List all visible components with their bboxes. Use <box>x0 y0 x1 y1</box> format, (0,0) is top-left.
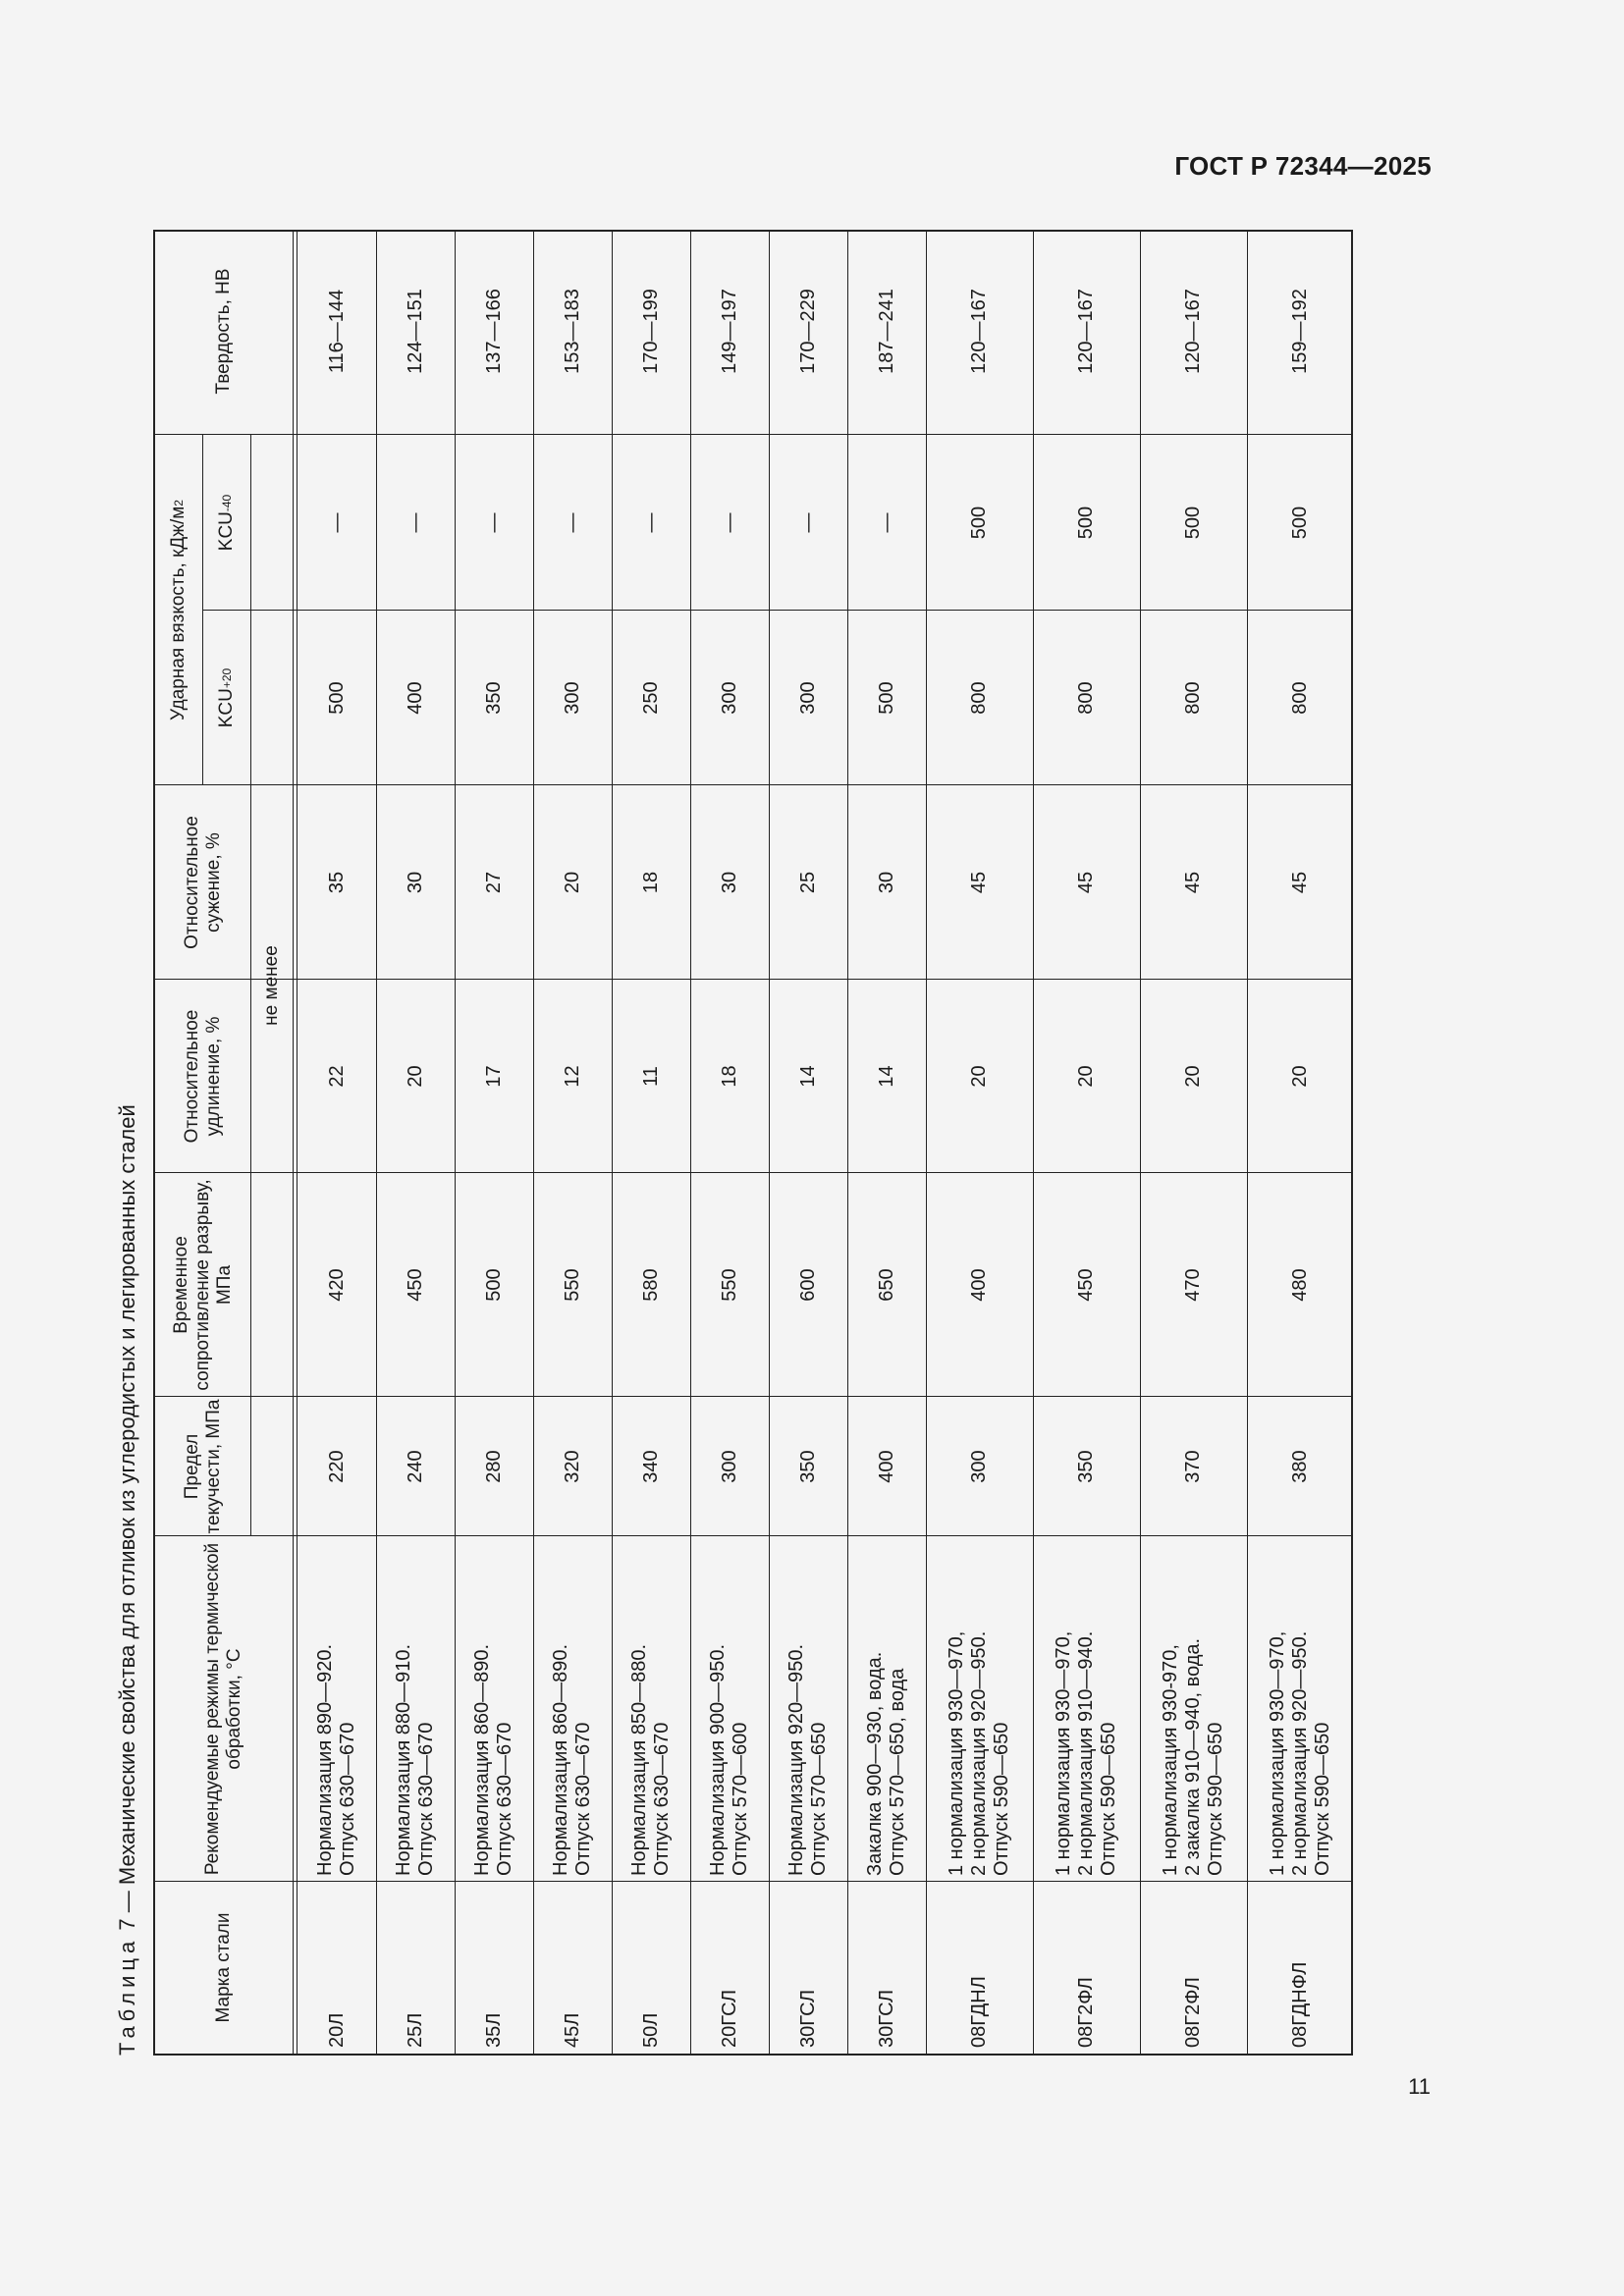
cell-treatment <box>455 1536 533 1882</box>
cell-elongation: 20 <box>1288 1065 1311 1088</box>
cell-reduction: 18 <box>639 871 662 894</box>
treatment-line: Отпуск 570—650, вода <box>887 1668 908 1876</box>
cell-tensile: 500 <box>482 1268 505 1302</box>
cell-tensile: 600 <box>796 1268 819 1302</box>
header-tensile: Временное сопротивление разрыву, МПа <box>170 1179 235 1391</box>
header-reduction: Относительное сужение, % <box>181 816 224 949</box>
cell-yield: 280 <box>482 1450 505 1483</box>
cell-kcu20: 500 <box>875 681 897 715</box>
cell-treatment <box>376 1536 455 1882</box>
cell-hardness: 170—199 <box>639 289 662 374</box>
cell-kcu20: 300 <box>796 681 819 715</box>
cell-treatment <box>612 1536 690 1882</box>
cell-kcu40: — <box>482 512 505 533</box>
treatment-line: Нормализация 860—890. <box>471 1643 493 1876</box>
treatment-line: Отпуск 570—650 <box>808 1722 830 1876</box>
cell-kcu20: 350 <box>482 681 505 715</box>
treatment-line: 1 нормализация 930-970, <box>1160 1644 1181 1876</box>
cell-reduction: 45 <box>1075 871 1097 894</box>
cell-reduction: 30 <box>404 871 426 894</box>
caption-label: Таблица <box>115 1936 139 2056</box>
cell-treatment <box>1247 1536 1353 1882</box>
cell-tensile: 550 <box>718 1268 740 1302</box>
cell-kcu40: 500 <box>1182 506 1204 540</box>
cell-hardness: 153—183 <box>561 289 583 374</box>
header-impact-text: Ударная вязкость, кДж/м <box>168 506 189 721</box>
cell-kcu40: — <box>875 512 897 533</box>
cell-reduction: 30 <box>718 871 740 894</box>
cell-yield: 220 <box>325 1450 348 1483</box>
cell-tensile: 450 <box>404 1268 426 1302</box>
treatment-line: Отпуск 630—670 <box>494 1722 515 1876</box>
cell-grade: 08ГДНЛ <box>968 1976 990 2048</box>
treatment-line: 2 нормализация 920—950. <box>1288 1630 1311 1876</box>
cell-hardness: 170—229 <box>796 289 819 374</box>
cell-reduction: 30 <box>875 871 897 894</box>
cell-yield: 300 <box>718 1450 740 1483</box>
cell-grade: 08Г2ФЛ <box>1182 1977 1204 2048</box>
cell-kcu20: 500 <box>325 681 348 715</box>
cell-elongation: 14 <box>875 1065 897 1088</box>
treatment-line: 2 нормализация 920—950. <box>968 1630 990 1876</box>
cell-kcu40: — <box>718 512 740 533</box>
header-yield: Предел текучести, МПа <box>181 1399 224 1534</box>
cell-hardness: 120—167 <box>1075 289 1097 374</box>
cell-grade: 20Л <box>325 2012 348 2048</box>
cell-yield: 380 <box>1288 1450 1311 1483</box>
treatment-line: Нормализация 860—890. <box>550 1643 571 1876</box>
cell-reduction: 25 <box>796 871 819 894</box>
cell-kcu20: 300 <box>561 681 583 715</box>
cell-treatment <box>847 1536 926 1882</box>
treatment-line: Отпуск 630—670 <box>651 1722 673 1876</box>
cell-tensile: 470 <box>1182 1268 1204 1302</box>
cell-elongation: 18 <box>718 1065 740 1088</box>
cell-reduction: 35 <box>325 871 348 894</box>
treatment-line: Нормализация 900—950. <box>707 1643 729 1876</box>
cell-kcu40: — <box>561 512 583 533</box>
cell-tensile: 420 <box>325 1268 348 1302</box>
document-number: ГОСТ Р 72344—2025 <box>1174 151 1432 181</box>
cell-tensile: 450 <box>1075 1268 1097 1302</box>
header-grade: Марка стали <box>213 1912 234 2023</box>
cell-grade: 08ГДНФЛ <box>1288 1961 1311 2048</box>
treatment-line: 1 нормализация 930—970, <box>1266 1630 1288 1876</box>
cell-yield: 340 <box>639 1450 662 1483</box>
cell-treatment <box>769 1536 847 1882</box>
cell-reduction: 45 <box>1182 871 1204 894</box>
treatment-line: Отпуск 630—670 <box>415 1722 437 1876</box>
cell-reduction: 45 <box>968 871 990 894</box>
cell-elongation: 22 <box>325 1065 348 1088</box>
cell-tensile: 580 <box>639 1268 662 1302</box>
treatment-line: Отпуск 590—650 <box>1311 1722 1333 1876</box>
cell-hardness: 120—167 <box>1182 289 1204 374</box>
cell-kcu20: 250 <box>639 681 662 715</box>
treatment-line: Нормализация 920—950. <box>785 1643 807 1876</box>
cell-elongation: 20 <box>404 1065 426 1088</box>
cell-treatment <box>690 1536 769 1882</box>
header-elongation: Относительное удлинение, % <box>181 1009 224 1144</box>
cell-kcu20: 300 <box>718 681 740 715</box>
cell-elongation: 12 <box>561 1065 583 1088</box>
cell-kcu40: — <box>404 512 426 533</box>
header-impact: Ударная вязкость, кДж/м 2 <box>168 500 189 721</box>
cell-reduction: 20 <box>561 871 583 894</box>
cell-hardness: 187—241 <box>875 289 897 374</box>
cell-yield: 320 <box>561 1450 583 1483</box>
cell-reduction: 27 <box>482 871 505 894</box>
rotated-table-block <box>108 230 1355 2056</box>
cell-elongation: 20 <box>1182 1065 1204 1088</box>
cell-hardness: 149—197 <box>718 289 740 374</box>
caption-text: Механические свойства для отливок из углеродистых и легированных сталей <box>115 1104 139 1886</box>
cell-kcu40: 500 <box>968 506 990 540</box>
treatment-line: Отпуск 570—600 <box>730 1722 751 1876</box>
cell-tensile: 400 <box>968 1268 990 1302</box>
cell-elongation: 17 <box>482 1065 505 1088</box>
cell-kcu20: 800 <box>1075 681 1097 715</box>
header-kcu20: KCU +20 <box>215 667 237 728</box>
cell-treatment <box>1140 1536 1247 1882</box>
cell-grade: 35Л <box>482 2012 505 2048</box>
table-caption <box>108 230 147 2056</box>
header-kcu40: KCU -40 <box>215 494 237 552</box>
cell-kcu40: 500 <box>1288 506 1311 540</box>
cell-treatment <box>926 1536 1033 1882</box>
treatment-line: Отпуск 630—670 <box>337 1722 358 1876</box>
cell-tensile: 550 <box>561 1268 583 1302</box>
cell-kcu20: 800 <box>1182 681 1204 715</box>
cell-grade: 25Л <box>404 2012 426 2048</box>
treatment-line: Нормализация 890—920. <box>314 1643 336 1876</box>
treatment-line: Нормализация 880—910. <box>393 1643 414 1876</box>
cell-kcu40: 500 <box>1075 506 1097 540</box>
page-number: 11 <box>1408 2074 1431 2099</box>
treatment-line: Отпуск 590—650 <box>991 1722 1012 1876</box>
cell-treatment <box>298 1536 376 1882</box>
treatment-line: Отпуск 590—650 <box>1205 1722 1226 1876</box>
cell-kcu20: 800 <box>968 681 990 715</box>
cell-kcu40: — <box>325 512 348 533</box>
cell-grade: 50Л <box>639 2012 662 2048</box>
cell-grade: 20ГСЛ <box>718 1989 740 2048</box>
caption-dash: — <box>115 1885 139 1919</box>
treatment-line: Нормализация 850—880. <box>628 1643 650 1876</box>
cell-elongation: 11 <box>639 1066 662 1087</box>
cell-treatment <box>1033 1536 1140 1882</box>
treatment-line: Отпуск 590—650 <box>1098 1722 1119 1876</box>
cell-elongation: 20 <box>968 1065 990 1088</box>
header-kcu40-base: KCU <box>215 511 237 552</box>
cell-kcu20: 800 <box>1288 681 1311 715</box>
header-hardness: Твердость, НВ <box>213 268 234 395</box>
cell-yield: 300 <box>968 1450 990 1483</box>
header-treatment: Рекомендуемые режимы термической обработки, °С <box>202 1542 244 1876</box>
cell-hardness: 120—167 <box>968 289 990 374</box>
caption-number: 7 <box>115 1918 139 1931</box>
cell-kcu40: — <box>796 512 819 533</box>
cell-tensile: 650 <box>875 1268 897 1302</box>
cell-grade: 45Л <box>561 2012 583 2048</box>
cell-yield: 400 <box>875 1450 897 1483</box>
cell-hardness: 159—192 <box>1288 289 1311 374</box>
min-value-note: не менее <box>260 945 282 1026</box>
treatment-line: Закалка 900—930, вода. <box>864 1651 886 1876</box>
cell-elongation: 20 <box>1075 1065 1097 1088</box>
header-kcu20-base: KCU <box>215 688 237 728</box>
cell-reduction: 45 <box>1288 871 1311 894</box>
cell-tensile: 480 <box>1288 1268 1311 1302</box>
cell-yield: 240 <box>404 1450 426 1483</box>
cell-hardness: 137—166 <box>482 289 505 374</box>
cell-grade: 30ГСЛ <box>875 1989 897 2048</box>
treatment-line: 1 нормализация 930—970, <box>1053 1630 1074 1876</box>
cell-kcu20: 400 <box>404 681 426 715</box>
treatment-line: 2 закалка 910—940, вода. <box>1182 1637 1204 1876</box>
cell-kcu40: — <box>639 512 662 533</box>
cell-grade: 08Г2ФЛ <box>1075 1977 1097 2048</box>
cell-grade: 30ГСЛ <box>796 1989 819 2048</box>
treatment-line: 1 нормализация 930—970, <box>946 1630 967 1876</box>
cell-elongation: 14 <box>796 1065 819 1088</box>
treatment-line: 2 нормализация 910—940. <box>1075 1630 1097 1876</box>
cell-hardness: 116—144 <box>325 289 348 374</box>
cell-yield: 350 <box>1075 1450 1097 1483</box>
cell-treatment <box>533 1536 612 1882</box>
cell-hardness: 124—151 <box>404 289 426 374</box>
treatment-line: Отпуск 630—670 <box>572 1722 594 1876</box>
cell-yield: 350 <box>796 1450 819 1483</box>
properties-table <box>153 230 1353 2056</box>
cell-yield: 370 <box>1182 1450 1204 1483</box>
